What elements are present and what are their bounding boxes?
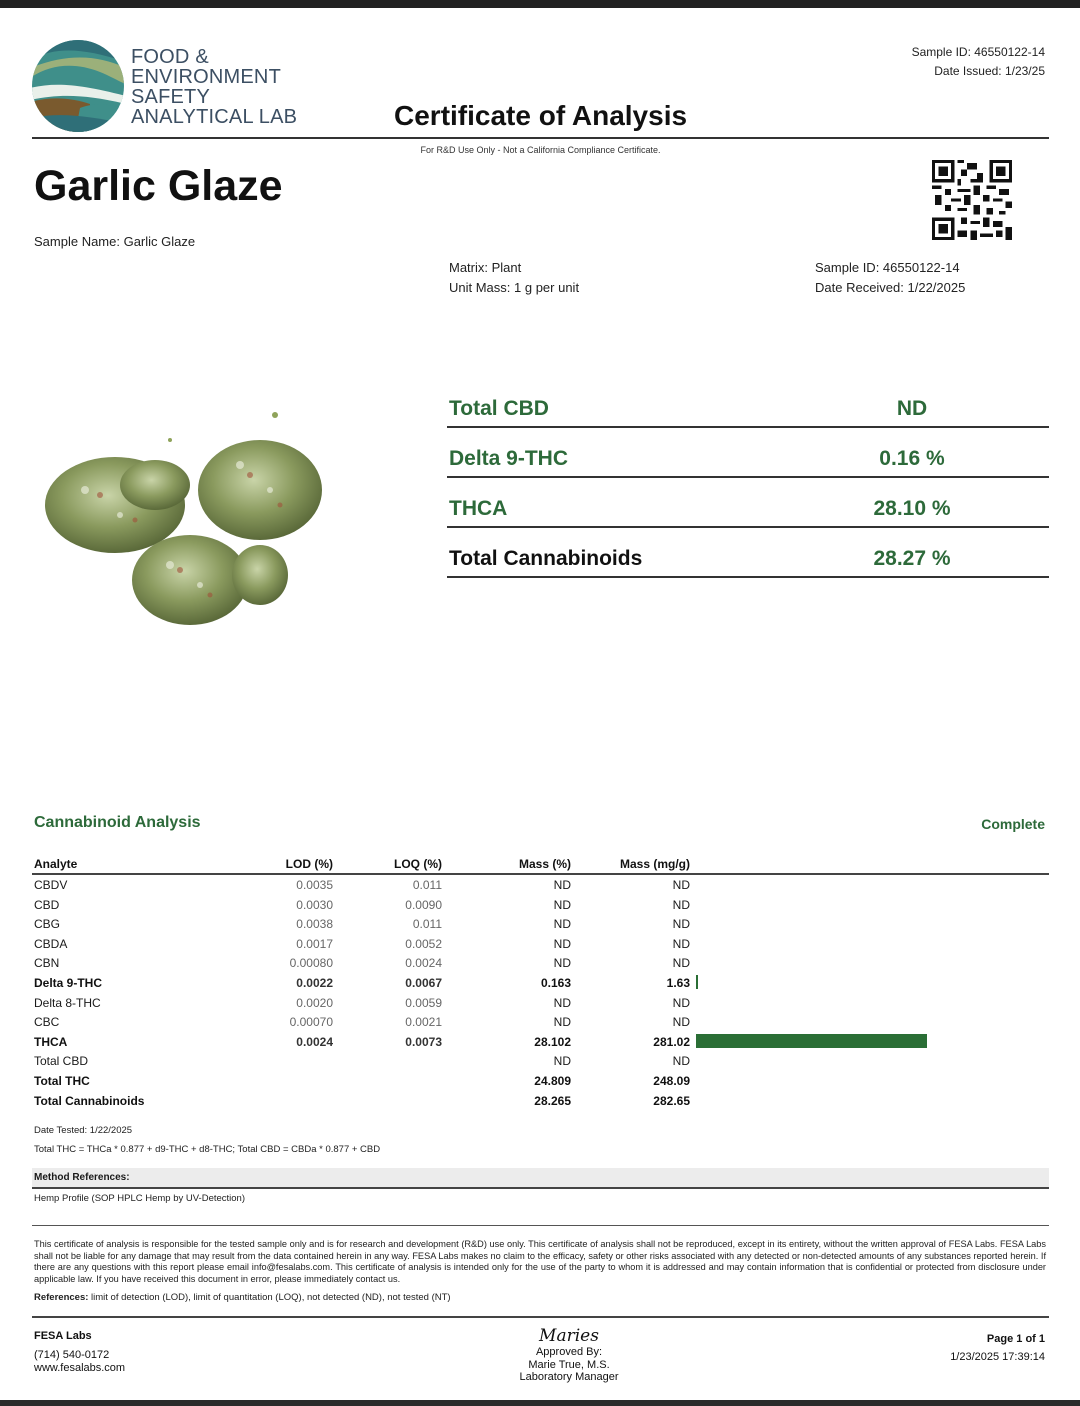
- loq-cell: 0.011: [412, 878, 442, 892]
- mass-mg-cell: ND: [672, 995, 690, 1010]
- date-tested: Date Tested: 1/22/2025: [34, 1125, 133, 1136]
- table-row: [32, 875, 1049, 895]
- column-header-analyte: Analyte: [34, 857, 78, 871]
- mass-mg-cell: ND: [672, 897, 690, 912]
- product-name: Garlic Glaze: [34, 162, 283, 210]
- approval-block: [480, 1326, 658, 1384]
- footer-page-info: [950, 1330, 1045, 1366]
- mass-bar: [696, 975, 698, 989]
- summary-label: Total CBD: [449, 397, 549, 420]
- lab-name-line: ENVIRONMENT: [131, 66, 281, 88]
- column-header-loq: LOQ (%): [394, 857, 442, 871]
- disclaimer-text: This certificate of analysis is responsible for the tested sample only and is for research and development (R&D) use only. This certificate of analysis shall not be reproduced, except in its entirety, without the written approval of FESA Labs. FESA Labs shall not be liable for any damage that may result from the data contained herein in any way. FESA Labs makes no claim to the efficacy, safety or other risks associated with any detected or non-detected amounts of any substances reported herein. If there are any questions with this report please email info@fesalabs.com. This certificate of analysis is intended only for the use of the party to whom it is addressed and may contain information that is confidential or protected from disclosure under applicable law. If you have received this document in error, please immediately contact us.: [34, 1239, 1046, 1284]
- loq-cell: 0.0067: [405, 976, 442, 990]
- loq-cell: 0.0090: [405, 897, 442, 912]
- footer-divider: [32, 1316, 1049, 1318]
- compliance-note: For R&D Use Only - Not a California Compliance Certificate.: [420, 145, 661, 155]
- summary-value: 0.16 %: [879, 447, 945, 470]
- table-row: [32, 1012, 1049, 1032]
- mass-pct-cell: ND: [553, 917, 571, 932]
- analyte-cell: CBDV: [34, 878, 68, 892]
- section-divider: [32, 1225, 1049, 1226]
- method-references-value: Hemp Profile (SOP HPLC Hemp by UV-Detection): [34, 1193, 246, 1204]
- lab-name-line: SAFETY: [131, 86, 210, 108]
- table-row: [32, 1051, 1049, 1071]
- signature: Maries: [539, 1326, 599, 1346]
- table-row: [32, 1091, 1049, 1111]
- loq-cell: 0.0073: [405, 1034, 442, 1049]
- bottom-border: [0, 1400, 1080, 1406]
- lod-cell: 0.00070: [289, 1015, 333, 1030]
- mass-pct-cell: ND: [553, 897, 571, 912]
- matrix: Matrix: Plant: [449, 260, 522, 275]
- analyte-cell: THCA: [34, 1034, 68, 1049]
- sample-name: Sample Name: Garlic Glaze: [34, 234, 196, 249]
- column-header-mass-pct: Mass (%): [518, 857, 571, 871]
- header-meta: [912, 43, 1045, 81]
- mass-mg-cell: ND: [672, 956, 690, 971]
- mass-pct-cell: 28.265: [534, 1093, 571, 1108]
- analyte-cell: Total CBD: [34, 1054, 89, 1069]
- table-row: [32, 1032, 1049, 1052]
- sample-receipt: [815, 258, 965, 298]
- company-phone: (714) 540-0172: [34, 1349, 110, 1361]
- lab-logo-icon: [30, 38, 126, 134]
- date-received: Date Received: 1/22/2025: [815, 280, 966, 295]
- table-row: [32, 895, 1049, 915]
- mass-mg-cell: 282.65: [653, 1093, 690, 1108]
- lod-cell: 0.0024: [296, 1034, 333, 1049]
- qr-code-icon[interactable]: [932, 160, 1012, 240]
- report-timestamp: 1/23/2025 17:39:14: [950, 1351, 1045, 1363]
- mass-mg-cell: ND: [672, 917, 690, 932]
- header-divider: [32, 137, 1049, 139]
- analyte-cell: CBD: [34, 897, 60, 912]
- page-number: Page 1 of 1: [986, 1333, 1045, 1345]
- loq-cell: 0.0059: [405, 995, 442, 1010]
- method-references-label: Method References:: [34, 1172, 130, 1183]
- loq-cell: 0.0024: [405, 956, 442, 971]
- company-name: FESA Labs: [34, 1330, 92, 1342]
- mass-pct-cell: ND: [553, 878, 571, 892]
- analysis-title: Cannabinoid Analysis: [34, 814, 201, 831]
- lod-cell: 0.00080: [289, 956, 333, 971]
- lod-cell: 0.0022: [296, 976, 333, 990]
- table-row: [32, 953, 1049, 973]
- summary-value: 28.27 %: [873, 547, 951, 570]
- mass-mg-cell: ND: [672, 878, 690, 892]
- company-website[interactable]: www.fesalabs.com: [34, 1362, 126, 1374]
- analyte-cell: Total Cannabinoids: [34, 1093, 145, 1108]
- summary-label: Total Cannabinoids: [449, 547, 643, 570]
- analyte-cell: CBC: [34, 1015, 60, 1030]
- total-formula: Total THC = THCa * 0.877 + d9-THC + d8-THC; Total CBD = CBDa * 0.877 + CBD: [34, 1144, 381, 1155]
- summary-row: [447, 376, 1049, 428]
- mass-pct-cell: 28.102: [534, 1034, 571, 1049]
- mass-mg-cell: 281.02: [653, 1034, 690, 1049]
- lod-cell: 0.0020: [296, 995, 333, 1010]
- loq-cell: 0.011: [412, 917, 442, 932]
- mass-bar: [696, 1034, 927, 1048]
- lod-cell: 0.0030: [296, 897, 333, 912]
- table-row: [32, 934, 1049, 954]
- mass-mg-cell: ND: [672, 1054, 690, 1069]
- analyte-cell: Delta 9-THC: [34, 976, 103, 990]
- references-line: [34, 1292, 451, 1303]
- summary-value: 28.10 %: [873, 497, 951, 520]
- mass-pct-cell: ND: [553, 995, 571, 1010]
- analyte-cell: CBG: [34, 917, 61, 932]
- analyte-cell: Delta 8-THC: [34, 995, 101, 1010]
- lab-name-line: FOOD &: [131, 46, 209, 68]
- analysis-status: Complete: [981, 816, 1045, 832]
- header-date-issued: Date Issued: 1/23/25: [934, 64, 1045, 78]
- mass-pct-cell: 24.809: [534, 1074, 571, 1088]
- sample-details: [449, 258, 579, 298]
- summary-row: [447, 476, 1049, 528]
- approver-name: Marie True, M.S.: [528, 1358, 610, 1371]
- mass-pct-cell: ND: [553, 1015, 571, 1030]
- loq-cell: 0.0021: [405, 1015, 442, 1030]
- table-row: [32, 973, 1049, 993]
- summary-label: THCA: [449, 497, 508, 520]
- references-label: References:: [34, 1292, 89, 1303]
- summary-row: [447, 426, 1049, 478]
- references-value: limit of detection (LOD), limit of quantitation (LOQ), not detected (ND), not tested (NT): [88, 1292, 451, 1303]
- mass-mg-cell: ND: [672, 936, 690, 951]
- mass-pct-cell: ND: [553, 956, 571, 971]
- table-row: [32, 1071, 1049, 1091]
- analyte-cell: CBN: [34, 956, 60, 971]
- summary-row: [447, 526, 1049, 578]
- lod-cell: 0.0038: [296, 917, 333, 932]
- lod-cell: 0.0035: [296, 878, 333, 892]
- table-row: [32, 993, 1049, 1013]
- mass-pct-cell: 0.163: [540, 976, 571, 990]
- document-title: Certificate of Analysis: [394, 100, 688, 131]
- method-references-header: [32, 1168, 1049, 1189]
- lab-name-line: ANALYTICAL LAB: [131, 106, 298, 128]
- table-row: [32, 914, 1049, 934]
- mass-mg-cell: 1.63: [666, 976, 690, 990]
- approved-by-label: Approved By:: [535, 1346, 603, 1358]
- footer-company: [34, 1330, 125, 1375]
- mass-mg-cell: ND: [672, 1015, 690, 1030]
- mass-pct-cell: ND: [553, 936, 571, 951]
- column-header-mass-mg: Mass (mg/g): [619, 857, 690, 871]
- loq-cell: 0.0052: [405, 936, 442, 951]
- lab-name: [131, 47, 297, 127]
- unit-mass: Unit Mass: 1 g per unit: [449, 280, 580, 295]
- top-border: [0, 0, 1080, 8]
- header-sample-id: Sample ID: 46550122-14: [911, 45, 1045, 59]
- lod-cell: 0.0017: [296, 936, 333, 951]
- summary-value: ND: [896, 397, 928, 420]
- analyte-cell: CBDA: [34, 936, 68, 951]
- mass-pct-cell: ND: [553, 1054, 571, 1069]
- approver-title: Laboratory Manager: [519, 1371, 619, 1383]
- column-header-lod: LOD (%): [285, 857, 333, 871]
- summary-label: Delta 9-THC: [449, 447, 569, 470]
- mass-mg-cell: 248.09: [653, 1074, 690, 1088]
- analyte-cell: Total THC: [34, 1074, 90, 1088]
- product-photo: [40, 395, 340, 650]
- sample-id: Sample ID: 46550122-14: [815, 260, 960, 275]
